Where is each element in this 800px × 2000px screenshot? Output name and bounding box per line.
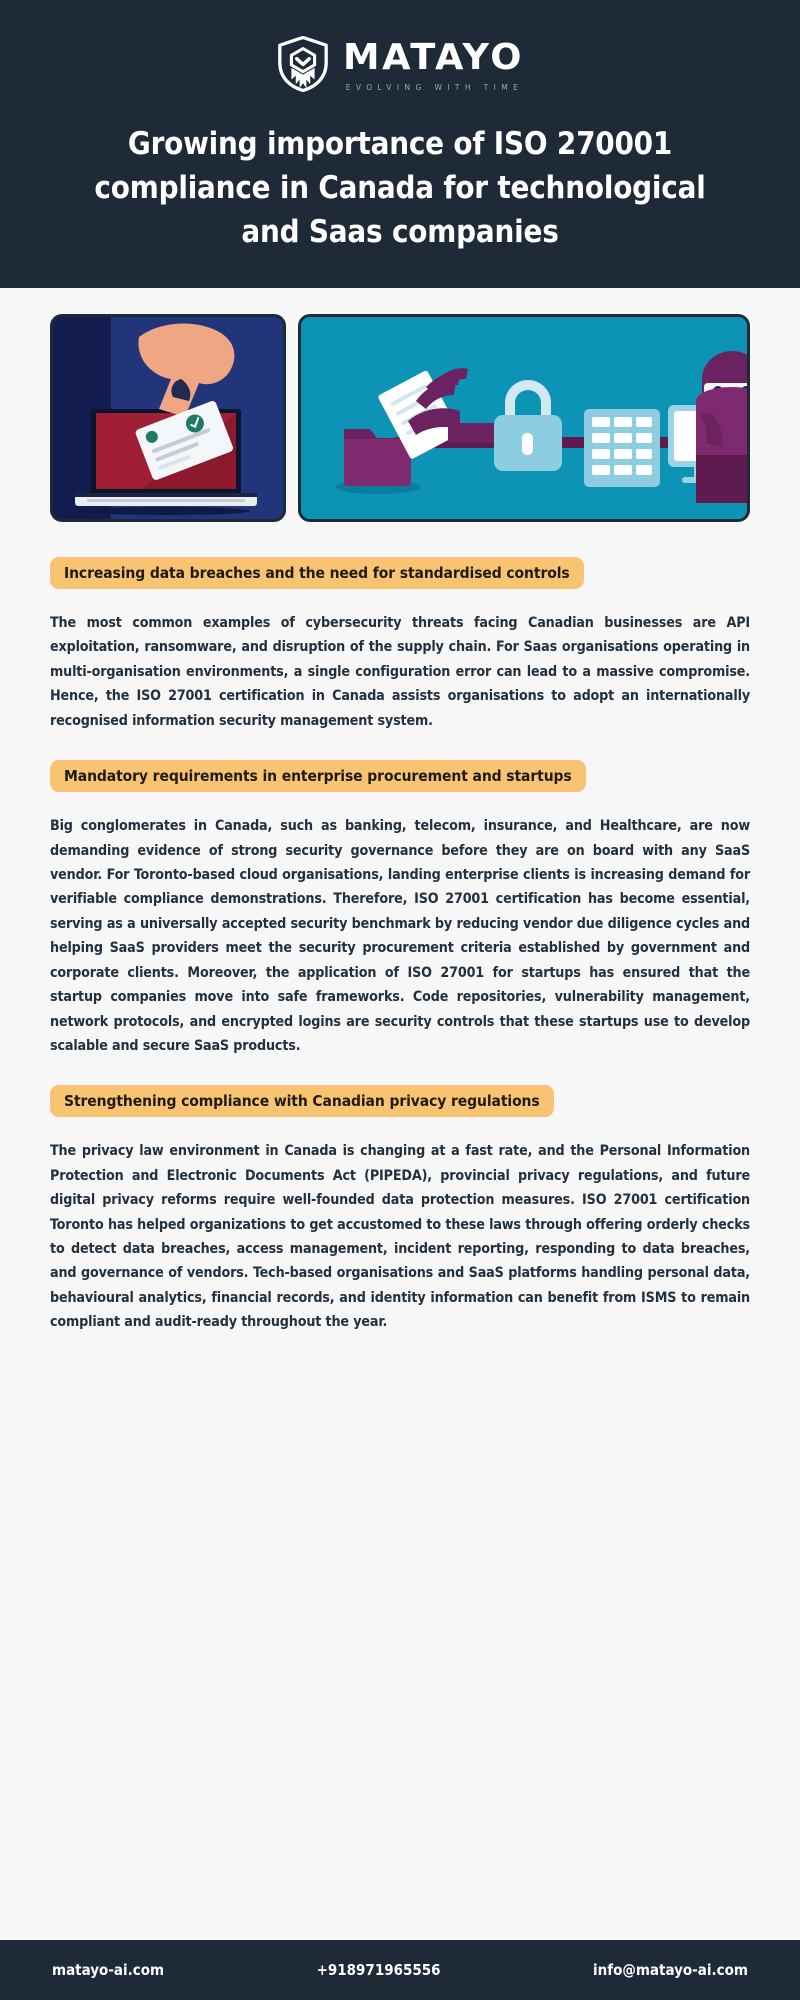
page-header — [0, 0, 800, 288]
brand-logo[interactable] — [28, 36, 772, 92]
illustration-row — [50, 314, 750, 522]
page-title: Growing importance of ISO 270001 compliance in Canada for technological and Saas companies — [94, 126, 706, 251]
section-heading-badge: Strengthening compliance with Canadian privacy regulations — [50, 1085, 554, 1117]
footer-website[interactable]: matayo-ai.com — [52, 1961, 165, 1979]
section-mandatory-requirements — [50, 761, 750, 1058]
brand-wordmark-group — [343, 36, 524, 92]
page-footer — [0, 1940, 800, 2000]
footer-phone[interactable]: +918971965556 — [316, 1961, 441, 1979]
section-canadian-privacy-regulations — [50, 1086, 750, 1334]
footer-email[interactable]: info@matayo-ai.com — [592, 1961, 748, 1979]
server-rack-shape — [584, 409, 660, 487]
section-heading-wrap — [50, 761, 750, 792]
content-area — [0, 288, 800, 1940]
section-heading-wrap — [50, 1086, 750, 1117]
section-heading-wrap — [50, 558, 750, 589]
laptop-breach-graphic — [53, 317, 283, 519]
section-increasing-data-breaches — [50, 558, 750, 733]
section-body-text: The most common examples of cybersecurity threats facing Canadian businesses are API exploitation, ransomware, and disruption of the supply chain. For Saas organisations operating in multi-organisation environments, a single configuration error can lead to a massive compromise. Hence, the ISO 27001 certification in Canada assists organisations to adopt an internationally recognised information security management system. — [50, 615, 750, 729]
hacker-data-theft-graphic — [301, 317, 747, 519]
brand-name: MATAYO — [342, 37, 524, 78]
shield-logo-icon — [277, 36, 329, 92]
section-body-text: Big conglomerates in Canada, such as banking, telecom, insurance, and Healthcare, are now demanding evidence of strong security governance before they are on board with any SaaS vendor. For Toronto-based cloud organisations, landing enterprise clients is increasing demand for verifiable compliance demonstrations. Therefore, ISO 27001 certification has become essential, serving as a universally accepted security benchmark by reducing vendor due diligence cycles and helping SaaS providers meet the security procurement criteria established by government and corporate clients. Moreover, the application of ISO 27001 for startups has ensured that the startup companies move into safe frameworks. Code repositories, vulnerability management, network protocols, and encrypted logins are security controls that these startups use to develop scalable and secure SaaS products. — [50, 818, 750, 1054]
hacker-character-shape — [696, 351, 747, 503]
hacker-stealing-data-illustration — [298, 314, 750, 522]
brand-tagline: EVOLVING WITH TIME — [345, 83, 524, 92]
section-heading-badge: Mandatory requirements in enterprise procurement and startups — [50, 760, 586, 792]
data-breach-laptop-illustration — [50, 314, 286, 522]
section-heading-badge: Increasing data breaches and the need for standardised controls — [50, 557, 584, 589]
section-body-text: The privacy law environment in Canada is changing at a fast rate, and the Personal Information Protection and Electronic Documents Act (PIPEDA), provincial privacy regulations, and future digital privacy reforms require well-founded data protection measures. ISO 27001 certification Toronto has helped organizations to get accustomed to these laws through offering orderly checks to detect data breaches, access management, incident reporting, responding to data breaches, and governance of vendors. Tech-based organisations and SaaS platforms handling personal data, behavioural analytics, financial records, and identity information can benefit from ISMS to remain compliant and audit-ready throughout the year. — [50, 1143, 750, 1331]
